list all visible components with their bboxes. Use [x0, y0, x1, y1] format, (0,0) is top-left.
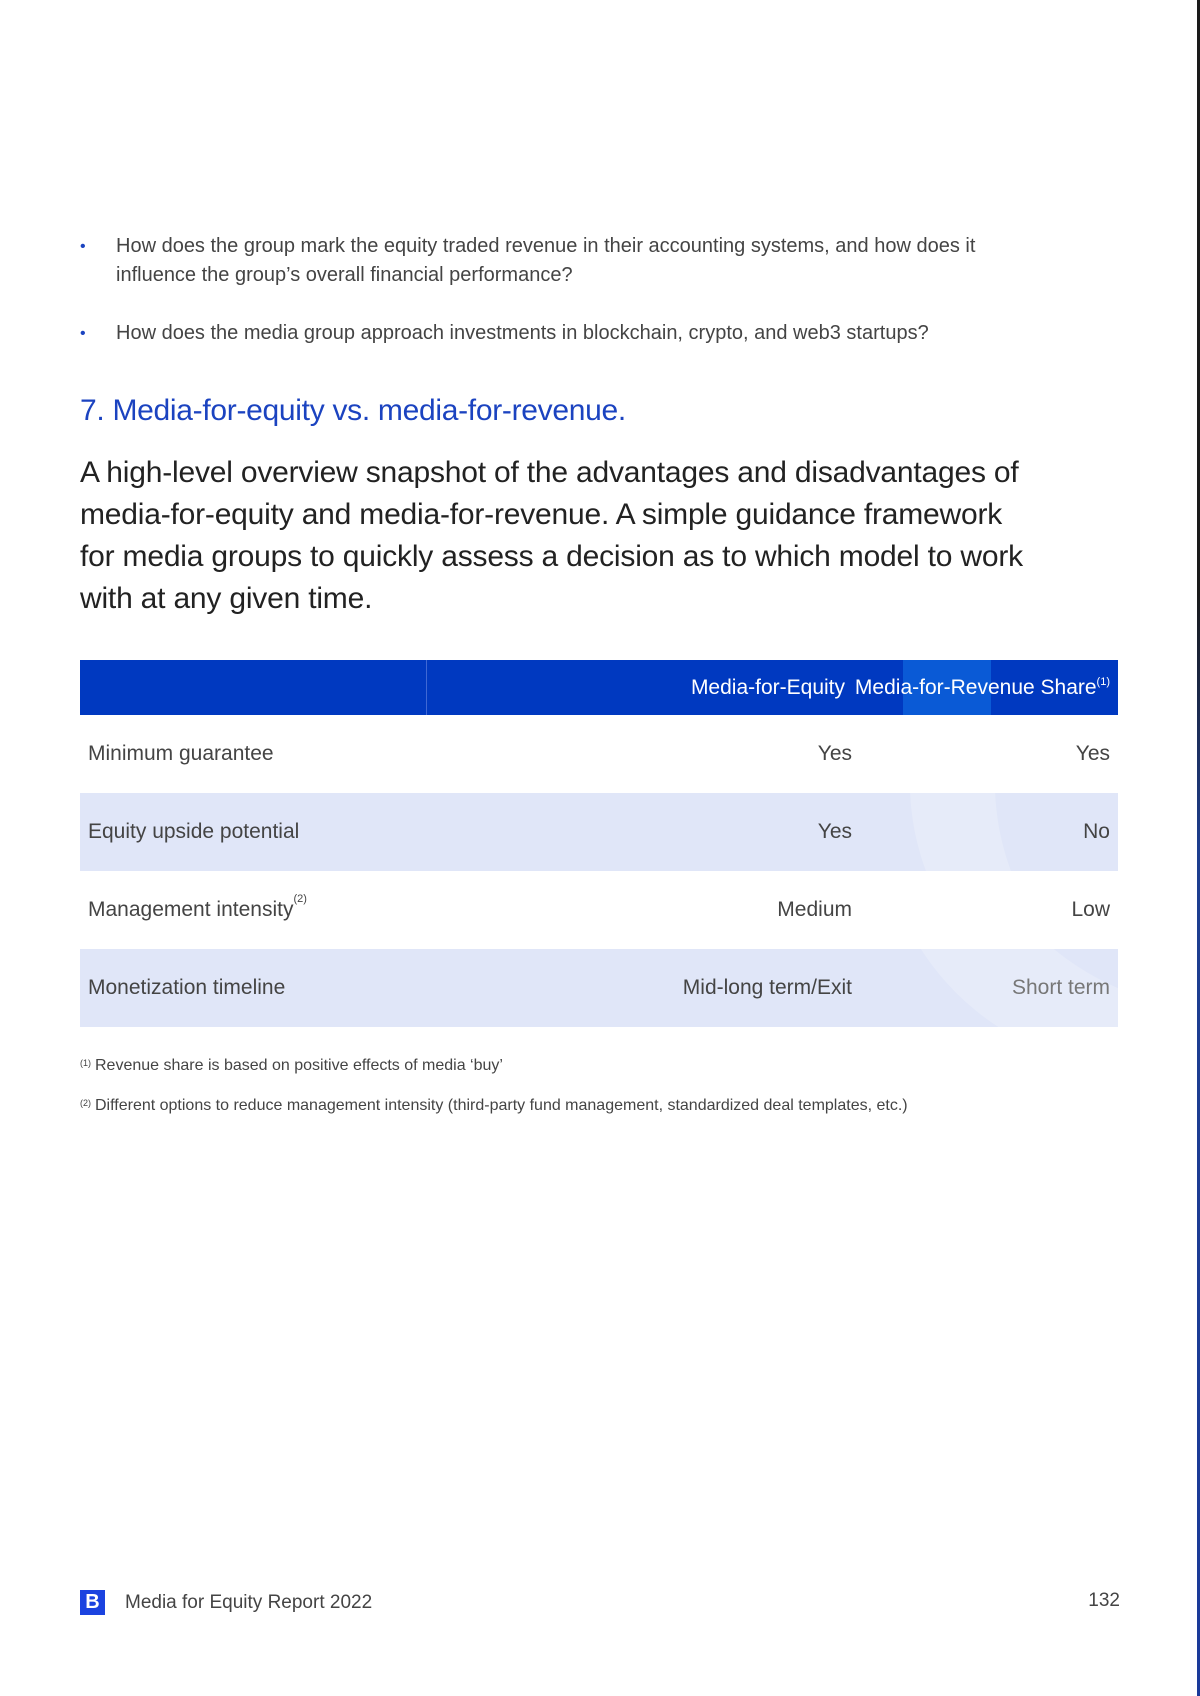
table-row: Equity upside potential Yes No: [80, 793, 1118, 871]
footnote-mark: (1): [1096, 676, 1110, 688]
report-title: Media for Equity Report 2022: [125, 1592, 373, 1613]
header-cell-empty: [80, 660, 427, 715]
footnote: $^{(2)}$ Different options to reduce management intensity (third-party fund management, standardized deal templates, etc.): [80, 1097, 908, 1114]
bullet-icon: •: [80, 238, 86, 255]
table-row: Monetization timeline Mid-long term/Exit Short term: [80, 949, 1118, 1027]
question-list: [80, 232, 1040, 377]
page-footer: [80, 1590, 1120, 1616]
list-item: • How does the media group approach investments in blockchain, crypto, and web3 startups?: [80, 319, 1040, 348]
footnote-mark: (2): [293, 893, 307, 905]
header-cell-equity: Media-for-Equity: [690, 676, 845, 699]
footnotes: [80, 1056, 908, 1136]
lead-paragraph: A high-level overview snapshot of the advantages and disadvantages of media-for-equity and media-for-revenue. A simple guidance framework for media groups to quickly assess a decision as to which model to work with at any given time.: [80, 456, 1023, 615]
section-heading: 7. Media-for-equity vs. media-for-revenue.: [80, 394, 626, 427]
list-item: • How does the group mark the equity traded revenue in their accounting systems, and how does it influence the group’s overall financial performance?: [80, 232, 1040, 290]
footnote: $^{(1)}$ Revenue share is based on positive effects of media ‘buy’: [80, 1057, 503, 1074]
comparison-table: [80, 660, 1118, 1027]
brand-logo-icon: B: [80, 1590, 105, 1615]
table-row: Management intensity$^{(2)}$ Medium Low: [88, 893, 1110, 921]
header-cell-revenue: Media-for-Revenue Share$^{(1)}$: [854, 676, 1110, 699]
table-header: [80, 660, 1118, 715]
table-row: Minimum guarantee Yes Yes: [88, 742, 1110, 765]
page-number: 132: [1088, 1590, 1120, 1611]
bullet-icon: •: [80, 325, 86, 342]
